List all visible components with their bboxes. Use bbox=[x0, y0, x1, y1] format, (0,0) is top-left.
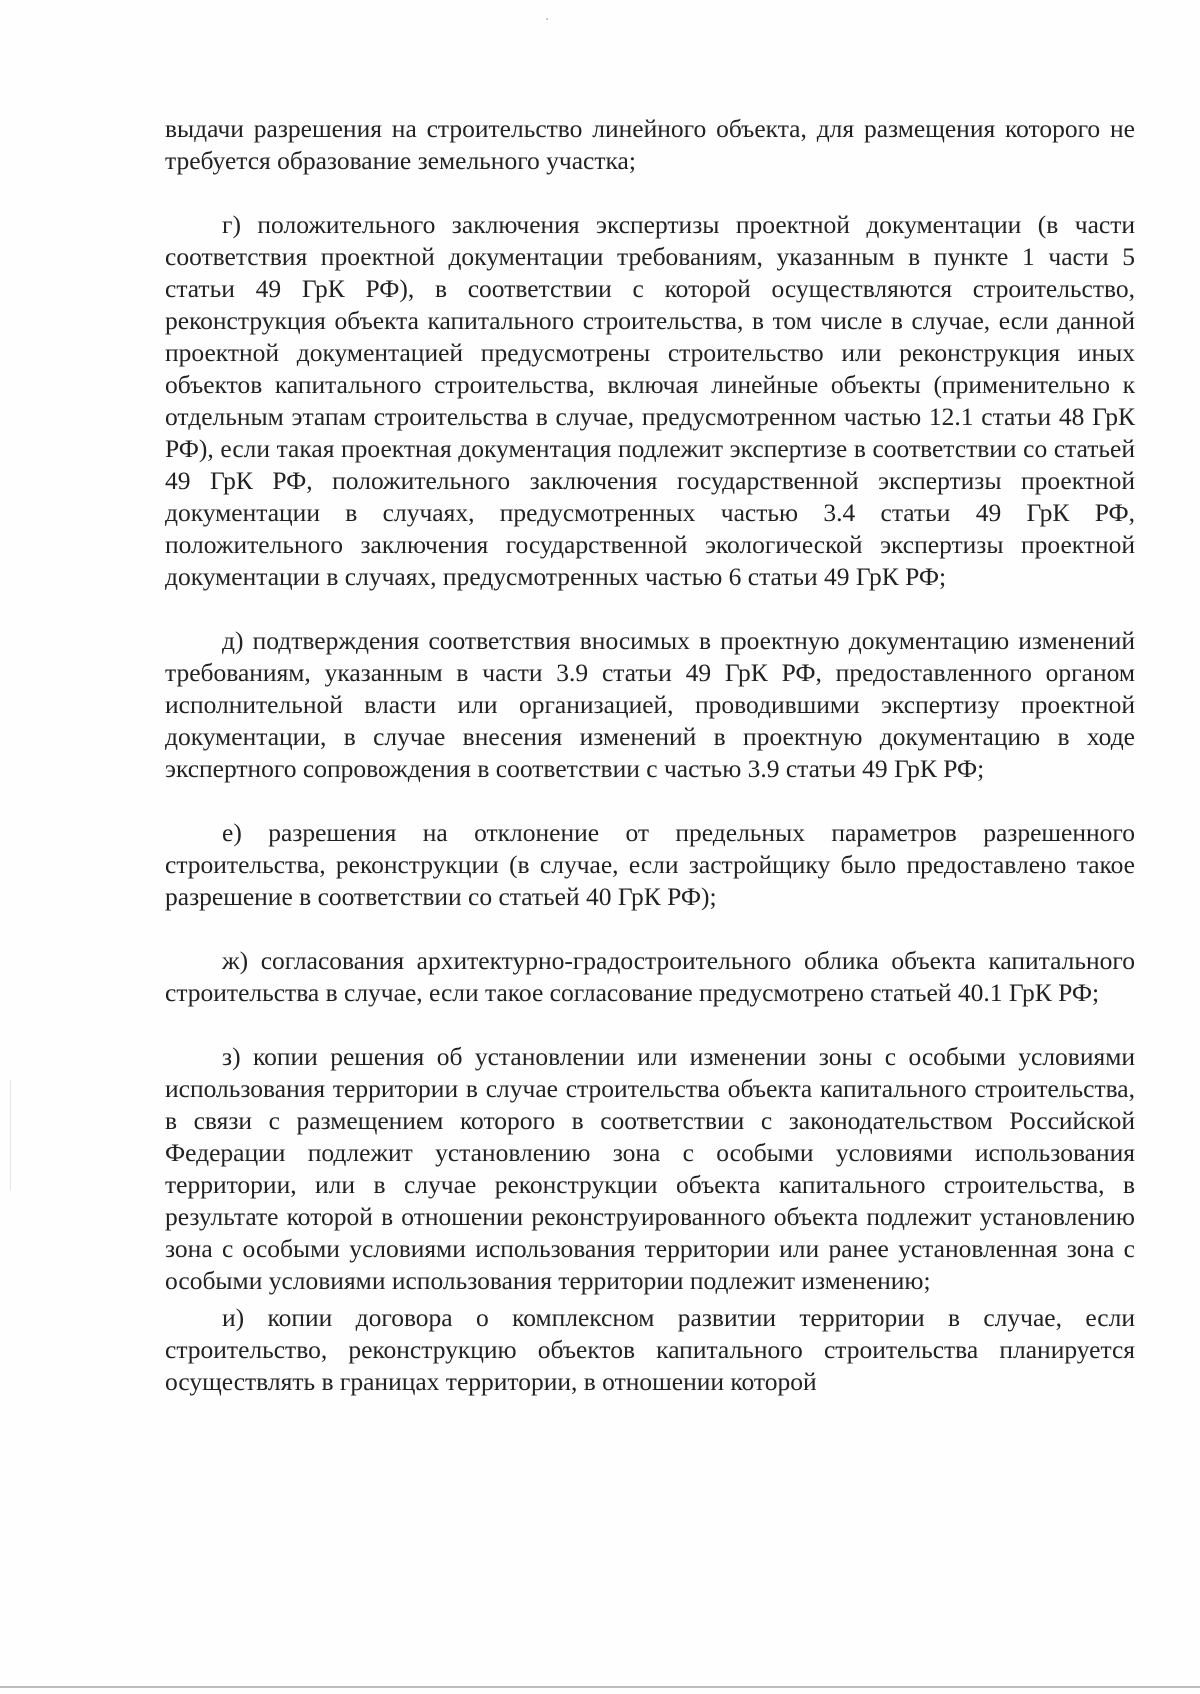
scan-artifact bbox=[546, 18, 548, 20]
paragraph-item-z: з) копии решения об установлении или изменении зоны с особыми условиями использования территории в случае строительства объекта капитального строительства, в связи с размещением которого в соответствии с законодательством Российской Федерации подлежит установлению зона с особыми условиями использования территории, или в случае реконструкции объекта капитального строительства, в результате которой в отношении реконструированного объекта подлежит установлению зона с особыми условиями использования территории или ранее установленная зона с особыми условиями использования территории подлежит изменению; bbox=[165, 1042, 1135, 1295]
document-body bbox=[165, 113, 1135, 1398]
paragraph-item-e: е) разрешения на отклонение от предельных параметров разрешенного строительства, реконструкции (в случае, если застройщику было предоставлено такое разрешение в соответствии со статьей 40 ГрК РФ); bbox=[165, 818, 1135, 911]
scan-edge-bottom bbox=[0, 1686, 1200, 1688]
paragraph-item-d: д) подтверждения соответствия вносимых в проектную документацию изменений требованиям, указанным в части 3.9 статьи 49 ГрК РФ, предоставленного органом исполнительной власти или организацией, проводившими экспертизу проектной документации, в случае внесения изменений в проектную документацию в ходе экспертного сопровождения в соответствии с частью 3.9 статьи 49 ГрК РФ; bbox=[165, 626, 1135, 783]
scan-edge-left bbox=[10, 1080, 11, 1190]
paragraph-continuation: выдачи разрешения на строительство линейного объекта, для размещения которого не требуется образование земельного участка; bbox=[165, 114, 1135, 175]
paragraph-item-g: г) положительного заключения экспертизы проектной документации (в части соответствия проектной документации требованиям, указанным в пункте 1 части 5 статьи 49 ГрК РФ), в соответствии с которой осуществляются строительство, реконструкция объекта капитального строительства, в том числе в случае, если данной проектной документацией предусмотрены строительство или реконструкция иных объектов капитального строительства, включая линейные объекты (применительно к отдельным этапам строительства в случае, предусмотренном частью 12.1 статьи 48 ГрК РФ), если такая проектная документация подлежит экспертизе в соответствии со статьей 49 ГрК РФ, положительного заключения государственной экспертизы проектной документации в случаях, предусмотренных частью 3.4 статьи 49 ГрК РФ, положительного заключения государственной экологической экспертизы проектной документации в случаях, предусмотренных частью 6 статьи 49 ГрК РФ; bbox=[165, 210, 1135, 591]
paragraph-item-i: и) копии договора о комплексном развитии территории в случае, если строительство, реконструкцию объектов капитального строительства планируется осуществлять в границах территории, в отношении которой bbox=[165, 1303, 1135, 1396]
paragraph-item-zh: ж) согласования архитектурно-градостроительного облика объекта капитального строительства в случае, если такое согласование предусмотрено статьей 40.1 ГрК РФ; bbox=[165, 946, 1135, 1007]
